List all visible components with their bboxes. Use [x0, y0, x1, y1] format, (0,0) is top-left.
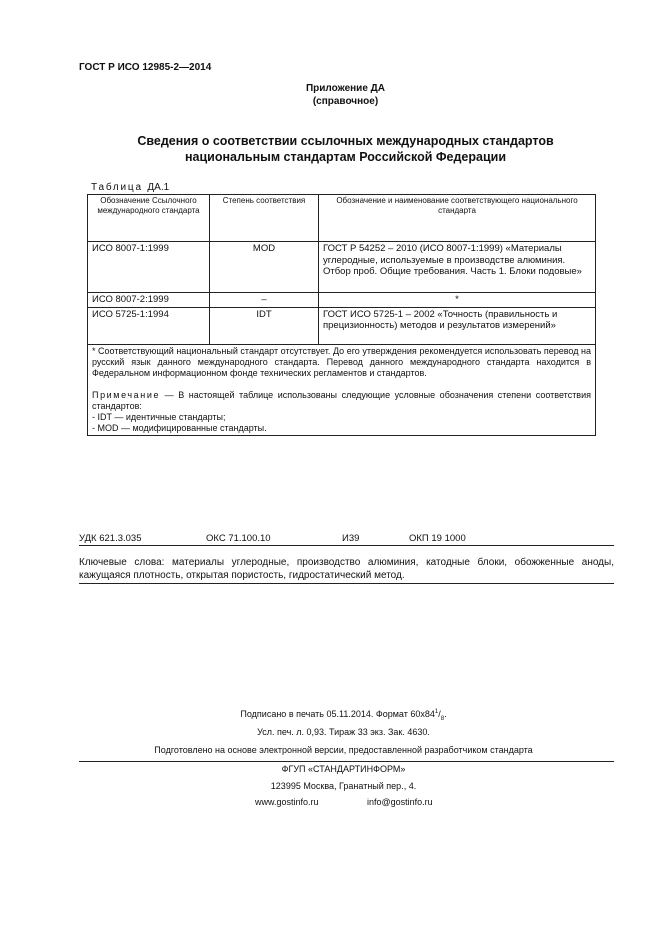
cell-degree: MOD: [210, 242, 319, 293]
appendix-heading: [0, 82, 661, 108]
oks-code: ОКС 71.100.10: [206, 533, 271, 544]
table-caption-number: ДА.1: [147, 182, 170, 193]
publisher-website[interactable]: www.gostinfo.ru: [255, 797, 319, 807]
imprint-print-info: Усл. печ. л. 0,93. Тираж 33 экз. Зак. 4630.: [257, 727, 430, 737]
header-national-standard: Обозначение и наименование соответствующего национального стандарта: [319, 195, 596, 242]
cell-national: ГОСТ ИСО 5725-1 – 2002 «Точность (правильность и прецизионность) методов и результатов измерений»: [319, 307, 596, 344]
cell-ref: ИСО 8007-2:1999: [88, 293, 210, 308]
imprint-signed: Подписано в печать 05.11.2014. Формат $60x84^1/_8$.: [240, 709, 447, 722]
correspondence-table: [87, 194, 596, 436]
table-caption: [91, 182, 169, 193]
publisher-email[interactable]: info@gostinfo.ru: [367, 797, 433, 807]
cell-national: *: [319, 293, 596, 308]
udk-code: УДК 621.3.035: [79, 533, 142, 544]
note-label: Примечание: [92, 389, 161, 400]
okp-code: ОКП 19 1000: [409, 533, 466, 544]
table-note-cell: [88, 344, 596, 435]
section-title-line2: национальным стандартам Российской Федерации: [184, 150, 507, 164]
category-code: И39: [342, 533, 360, 544]
format-numerator: 1: [434, 709, 439, 715]
header-ref-standard: Обозначение Ссылочного международного стандарта: [88, 195, 210, 242]
cell-degree: –: [210, 293, 319, 308]
table-note: [92, 390, 591, 412]
note-item-mod: - MOD — модифицированные стандарты.: [92, 422, 267, 433]
header-degree: Степень соответствия: [210, 195, 319, 242]
table-row: [88, 242, 596, 293]
section-title-line1: Сведения о соответствии ссылочных международных стандартов: [137, 134, 554, 148]
appendix-subtitle: (справочное): [312, 96, 379, 107]
table-row: [88, 293, 596, 308]
doc-code: ГОСТ Р ИСО 12985-2—2014: [79, 62, 212, 73]
cell-ref: ИСО 5725-1:1994: [88, 307, 210, 344]
keywords-divider: [79, 583, 614, 584]
table-row: [88, 307, 596, 344]
appendix-title: Приложение ДА: [305, 83, 386, 94]
table-note-row: [88, 344, 596, 435]
note-item-idt: - IDT — идентичные стандарты;: [92, 411, 226, 422]
imprint-signed-text: Подписано в печать 05.11.2014. Формат 60x84: [240, 709, 435, 719]
cell-ref: ИСО 8007-1:1999: [88, 242, 210, 293]
table-header-row: [88, 195, 596, 242]
keywords: Ключевые слова: материалы углеродные, производство алюминия, катодные блоки, обожженные аноды, кажущаяся плотность, открытая пористость, гидростатический метод.: [79, 557, 614, 581]
imprint-publisher: ФГУП «СТАНДАРТИНФОРМ»: [281, 764, 406, 774]
imprint-address: 123995 Москва, Гранатный пер., 4.: [270, 781, 417, 791]
imprint-prepared: Подготовлено на основе электронной версии, предоставленной разработчиком стандарта: [154, 745, 533, 755]
table-footnote: * Соответствующий национальный стандарт отсутствует. До его утверждения рекомендуется использовать перевод на русский язык данного международного стандарта. Перевод данного международного стандарта находится в Федеральном информационном фонде технических регламентов и стандартов.: [92, 345, 591, 378]
note-text: — В настоящей таблице использованы следующие условные обозначения степени соответствия стандартов:: [92, 389, 591, 411]
cell-national: ГОСТ Р 54252 – 2010 (ИСО 8007-1:1999) «Материалы углеродные, используемые в производстве алюминия. Отбор проб. Общие требования. Часть 1. Блоки подовые»: [319, 242, 596, 293]
section-title: [0, 133, 661, 165]
cell-degree: IDT: [210, 307, 319, 344]
table-caption-word: Таблица: [91, 182, 143, 193]
imprint-divider: [79, 761, 614, 762]
classification-divider: [79, 545, 614, 546]
format-denominator: 8: [440, 715, 445, 722]
